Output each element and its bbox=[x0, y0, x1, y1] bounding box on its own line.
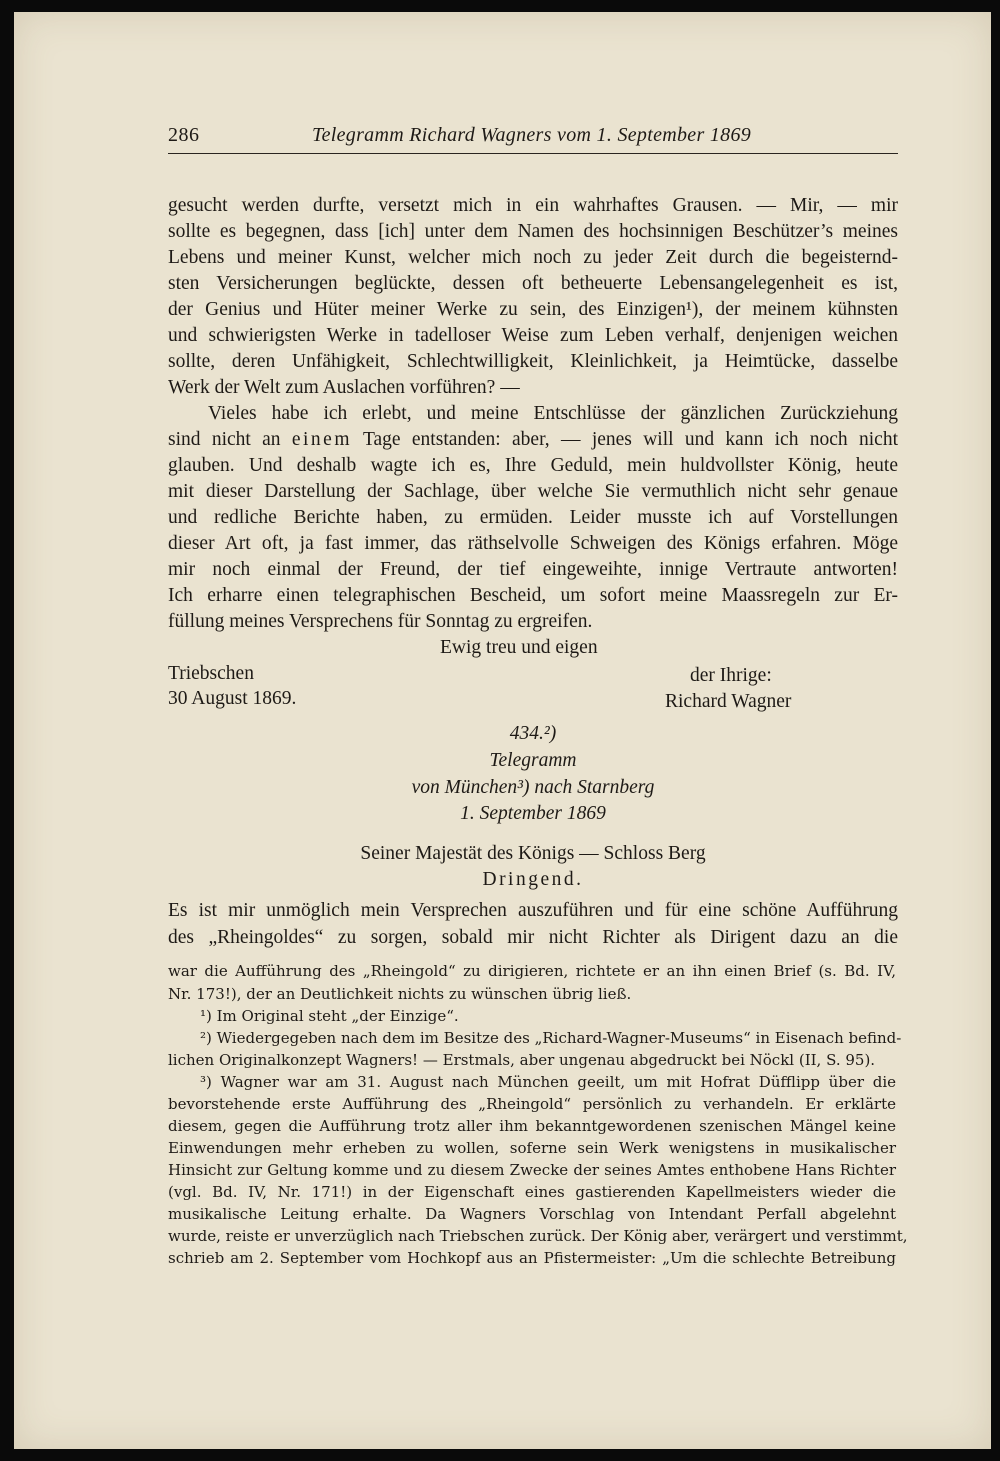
closing-salutation: Ewig treu und eigen bbox=[440, 637, 598, 658]
body-line-emphasis: sind nicht an einem Tage entstanden: aber, — jenes will und kann ich noch nicht bbox=[168, 429, 898, 450]
der-ihrige: der Ihrige: bbox=[690, 665, 772, 686]
footnote-1: ¹) Im Original steht „der Einzige“. bbox=[200, 1007, 459, 1025]
body-line: sollte, deren Unfähigkeit, Schlechtwilligkeit, Kleinlichkeit, ja Heimtücke, dasselbe bbox=[168, 351, 898, 372]
page-number: 286 bbox=[168, 124, 200, 146]
body-line: der Genius und Hüter meiner Werke zu sein, des Einzigen¹), der meinem kühnsten bbox=[168, 299, 898, 320]
body-line: gesucht werden durfte, versetzt mich in ein wahrhaftes Grausen. — Mir, — mir bbox=[168, 195, 898, 216]
paragraph-start-line: Vieles habe ich erlebt, und meine Entschlüsse der gänzlichen Zurückziehung bbox=[208, 403, 898, 424]
footnote-line: Nr. 173!), der an Deutlichkeit nichts zu wünschen übrig ließ. bbox=[168, 985, 632, 1003]
footnote-line: wurde, reiste er unverzüglich nach Triebschen zurück. Der König aber, verärgert und verstimmt, bbox=[168, 1227, 908, 1245]
body-line: sten Versicherungen beglückte, dessen oft betheuerte Lebensangelegenheit es ist, bbox=[168, 273, 898, 294]
body-line: mir noch einmal der Freund, der tief eingeweihte, innige Vertraute antworten! bbox=[168, 559, 898, 580]
footnote-line: lichen Originalkonzept Wagners! — Erstmals, aber ungenau abgedruckt bei Nöckl (II, S. 95). bbox=[168, 1051, 876, 1069]
body-line: und redliche Berichte haben, zu ermüden. Leider musste ich auf Vorstellungen bbox=[168, 507, 898, 528]
footnote-2: ²) Wiedergegeben nach dem im Besitze des „Richard-Wagner-Museums“ in Eisenach befind- bbox=[200, 1029, 902, 1047]
footnote-line: bevorstehende erste Aufführung des „Rheingold“ persönlich zu verhandeln. Er erklärte bbox=[168, 1095, 896, 1113]
telegram-heading: Telegramm bbox=[489, 750, 577, 771]
body-line: mit dieser Darstellung der Sachlage, über welche Sie vermuthlich nicht sehr genaue bbox=[168, 481, 898, 502]
footnote-line: musikalische Leitung erhalte. Da Wagners Vorschlag von Intendant Perfall abgelehnt bbox=[168, 1205, 896, 1223]
telegram-text: des „Rheingoldes“ zu sorgen, sobald mir nicht Richter als Dirigent dazu an die bbox=[168, 927, 898, 948]
footnote-line: schrieb am 2. September vom Hochkopf aus an Pfistermeister: „Um die schlechte Betreibung bbox=[168, 1249, 896, 1267]
telegram-urgent: Dringend. bbox=[482, 869, 584, 890]
body-line: dieser Art oft, ja fast immer, das räthselvolle Schweigen des Königs erfahren. Möge bbox=[168, 533, 898, 554]
telegram-text: Es ist mir unmöglich mein Versprechen auszuführen und für eine schöne Aufführung bbox=[168, 900, 898, 921]
footnote-line: Hinsicht zur Geltung komme und zu diesem Zwecke der seines Amtes enthobene Hans Richter bbox=[168, 1161, 896, 1179]
place: Triebschen bbox=[168, 663, 254, 684]
spaced-emphasis: einem bbox=[291, 429, 353, 450]
telegram-route: von München³) nach Starnberg bbox=[411, 777, 655, 798]
body-line: Ich erharre einen telegraphischen Bescheid, um sofort meine Maassregeln zur Er- bbox=[168, 585, 898, 606]
header-rule bbox=[168, 153, 898, 154]
body-line: Werk der Welt zum Auslachen vorführen? — bbox=[168, 377, 520, 398]
footnote-3: ³) Wagner war am 31. August nach München geeilt, um mit Hofrat Düfflipp über die bbox=[200, 1073, 896, 1091]
body-line: und schwierigsten Werke in tadelloser Weise zum Leben verhalf, denjenigen weichen bbox=[168, 325, 898, 346]
footnote-line: war die Aufführung des „Rheingold“ zu dirigieren, richtete er an ihn einen Brief (s. Bd. IV, bbox=[168, 962, 896, 980]
body-line: Lebens und meiner Kunst, welcher mich noch zu jeder Zeit durch die begeisternd- bbox=[168, 247, 898, 268]
footnote-line: diesem, gegen die Aufführung trotz aller ihm bekanntgewordenen szenischen Mängel keine bbox=[168, 1117, 896, 1135]
body-line: füllung meines Versprechens für Sonntag zu ergreifen. bbox=[168, 611, 593, 632]
running-title: Telegramm Richard Wagners vom 1. September 1869 bbox=[312, 124, 752, 146]
body-line: sollte es begegnen, dass [ich] unter dem Namen des hochsinnigen Beschützer’s meines bbox=[168, 221, 898, 242]
footnote-line: Einwendungen mehr erheben zu wollen, soferne sein Werk wenigstens in musikalischer bbox=[168, 1139, 896, 1157]
letter-date: 30 August 1869. bbox=[168, 688, 297, 709]
signature: Richard Wagner bbox=[665, 691, 792, 712]
telegram-address: Seiner Majestät des Königs — Schloss Berg bbox=[360, 843, 706, 864]
telegram-date: 1. September 1869 bbox=[460, 803, 606, 824]
footnote-line: (vgl. Bd. IV, Nr. 171!) in der Eigenschaft eines gastierenden Kapellmeisters wieder die bbox=[168, 1183, 896, 1201]
document-number: 434.²) bbox=[509, 723, 557, 744]
body-line: glauben. Und deshalb wagte ich es, Ihre Geduld, mein huldvollster König, heute bbox=[168, 455, 898, 476]
